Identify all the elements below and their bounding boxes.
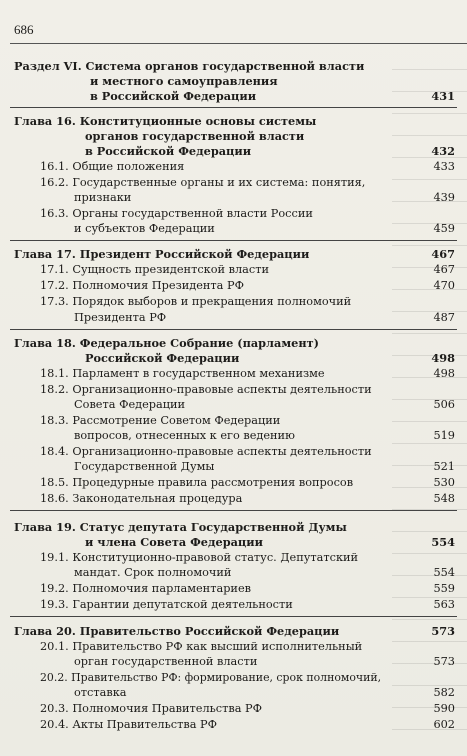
toc-page-20-2: 582 (433, 686, 455, 699)
toc-entry-16-3-line-1: 16.3. Органы государственной власти России (40, 207, 313, 220)
toc-entry-18-4-line-2: Государственной Думы (74, 460, 215, 473)
toc-page-18-5: 530 (433, 476, 455, 489)
toc-entry-18-2-line-2: Совета Федерации (74, 398, 186, 411)
toc-page-18-3: 519 (433, 429, 455, 442)
toc-entry-ch16-line-1: Глава 16. Конституционные основы системы (14, 114, 317, 128)
toc-entry-ch16-line-2: органов государственной власти (85, 129, 305, 143)
toc-entry-18-2-line-1: 18.2. Организационно-правовые аспекты деятельности (40, 383, 372, 396)
toc-entry-19-3: 19.3. Гарантии депутатской деятельности (40, 598, 293, 611)
toc-page-19-1: 554 (433, 566, 455, 579)
toc-entry-16-2-line-1: 16.2. Государственные органы и их система: понятия, (40, 176, 366, 189)
toc-entry-20-1-line-1: 20.1. Правительство РФ как высший исполнительный (40, 640, 363, 653)
toc-entry-ch19-line-1: Глава 19. Статус депутата Государственной Думы (14, 520, 347, 534)
toc-entry-19-2: 19.2. Полномочия парламентариев (40, 582, 252, 595)
toc-entry-16-3-line-2: и субъектов Федерации (74, 222, 215, 235)
section-divider (10, 240, 457, 241)
toc-entry-18-4-line-1: 18.4. Организационно-правовые аспекты деятельности (40, 445, 372, 458)
toc-page-ch18: 498 (431, 351, 455, 365)
toc-page-16-3: 459 (433, 222, 455, 235)
toc-entry-18-1: 18.1. Парламент в государственном механизме (40, 367, 325, 380)
page-number: 686 (14, 22, 34, 37)
toc-entry-ch16-line-3: в Российской Федерации (85, 144, 252, 158)
toc-entry-18-3-line-1: 18.3. Рассмотрение Советом Федерации (40, 414, 281, 427)
section-divider (10, 510, 457, 511)
toc-page-19-3: 563 (433, 598, 455, 611)
toc-entry-17-3-line-1: 17.3. Порядок выборов и прекращения полномочий (40, 295, 352, 308)
toc-entry-ch19-line-2: и члена Совета Федерации (85, 535, 264, 549)
toc-entry-17-2: 17.2. Полномочия Президента РФ (40, 279, 244, 292)
toc-entry-ch20: Глава 20. Правительство Российской Федерации (14, 624, 340, 638)
toc-page-ch17: 467 (431, 247, 455, 261)
toc-entry-16-1: 16.1. Общие положения (40, 160, 185, 173)
toc-entry-19-1-line-2: мандат. Срок полномочий (74, 566, 232, 579)
toc-page-16-2: 439 (433, 191, 455, 204)
toc-page-18-4: 521 (433, 460, 455, 473)
toc-page-16-1: 433 (433, 160, 455, 173)
toc-page-20-4: 602 (433, 718, 455, 731)
toc-entry-19-1-line-1: 19.1. Конституционно-правовой статус. Депутатский (40, 551, 359, 564)
toc-page-ch16: 432 (431, 144, 455, 158)
toc-page-18-2: 506 (433, 398, 455, 411)
toc-entry-ch18-line-1: Глава 18. Федеральное Собрание (парламент) (14, 336, 319, 350)
toc-entry-16-2-line-2: признаки (74, 191, 132, 204)
toc-entry-20-2-line-2: отставка (74, 686, 127, 699)
toc-page-17-3: 487 (433, 311, 455, 324)
toc-entry-18-6: 18.6. Законодательная процедура (40, 492, 243, 505)
toc-entry-20-1-line-2: орган государственной власти (74, 655, 258, 668)
toc-page-20-1: 573 (433, 655, 455, 668)
toc-page-19-2: 559 (433, 582, 455, 595)
toc-entry-razdel6-line-3: в Российской Федерации (90, 89, 257, 103)
toc-entry-20-3: 20.3. Полномочия Правительства РФ (40, 702, 263, 715)
toc-page-20-3: 590 (433, 702, 455, 715)
toc-page-17-1: 467 (433, 263, 455, 276)
toc-entry-18-3-line-2: вопросов, отнесенных к его ведению (74, 429, 295, 442)
section-divider (10, 329, 457, 330)
toc-page-ch20: 573 (431, 624, 455, 638)
toc-entry-ch17: Глава 17. Президент Российской Федерации (14, 247, 310, 261)
toc-entry-razdel6-line-2: и местного самоуправления (90, 74, 278, 88)
section-divider (10, 107, 457, 108)
toc-entry-18-5: 18.5. Процедурные правила рассмотрения вопросов (40, 476, 354, 489)
toc-page-17-2: 470 (433, 279, 455, 292)
toc-entry-20-2-line-1: 20.2. Правительство РФ: формирование, срок полномочий, (40, 671, 382, 684)
toc-entry-17-3-line-2: Президента РФ (74, 311, 167, 324)
toc-entry-20-4: 20.4. Акты Правительства РФ (40, 718, 217, 731)
toc-page-18-1: 498 (433, 367, 455, 380)
section-divider (10, 616, 457, 617)
toc-entry-17-1: 17.1. Сущность президентской власти (40, 263, 270, 276)
toc-entry-ch18-line-2: Российской Федерации (85, 351, 240, 365)
toc-entry-razdel6-line-1: Раздел VI. Система органов государственной власти (14, 59, 365, 73)
toc-page-ch19: 554 (431, 535, 455, 549)
toc-page-razdel6: 431 (431, 89, 455, 103)
toc-page-18-6: 548 (433, 492, 455, 505)
